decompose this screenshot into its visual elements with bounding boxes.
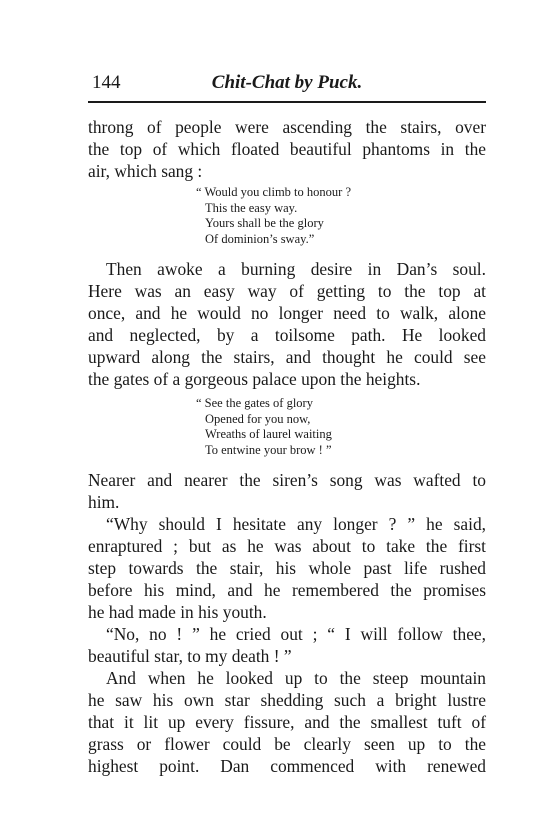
page-header <box>88 72 486 96</box>
verse-line: Of dominion’s sway.” <box>205 231 315 246</box>
text-line: him. <box>88 492 120 512</box>
text-line: the gates of a gorgeous palace upon the heights. <box>88 369 421 389</box>
header-rule <box>88 101 486 103</box>
text-line: the top of which floated beautiful phantoms in the <box>88 139 486 159</box>
text-line: Here was an easy way of getting to the top at <box>88 281 486 301</box>
text-line: highest point. Dan commenced with renewed <box>88 756 486 776</box>
text-line: Then awoke a burning desire in Dan’s soul. <box>106 259 486 279</box>
verse-line: “ See the gates of glory <box>196 396 313 410</box>
verse-block-2 <box>196 396 332 458</box>
text-line: that it lit up every fissure, and the smallest tuft of <box>88 712 486 732</box>
verse-line: Yours shall be the glory <box>205 216 324 231</box>
text-line: upward along the stairs, and thought he could see <box>88 347 486 367</box>
text-line: once, and he would no longer need to walk, alone <box>88 303 486 323</box>
page-number: 144 <box>92 72 121 93</box>
verse-block-1 <box>196 185 351 247</box>
verse-line: Opened for you now, <box>205 411 311 426</box>
text-line: he had made in his youth. <box>88 602 267 622</box>
text-line: he saw his own star shedding such a bright lustre <box>88 690 486 710</box>
running-title: Chit-Chat by Puck. <box>211 72 363 93</box>
verse-line: “ Would you climb to honour ? <box>196 185 351 199</box>
text-line: “No, no ! ” he cried out ; “ I will follow thee, <box>106 624 486 644</box>
verse-line: To entwine your brow ! ” <box>205 442 332 457</box>
text-line: “Why should I hesitate any longer ? ” he said, <box>106 514 486 534</box>
text-line: and neglected, by a toilsome path. He looked <box>88 325 486 345</box>
text-line: before his mind, and he remembered the promises <box>88 580 486 600</box>
text-line: beautiful star, to my death ! ” <box>88 646 292 666</box>
text-line: Nearer and nearer the siren’s song was wafted to <box>88 470 486 490</box>
text-line: And when he looked up to the steep mountain <box>106 668 486 688</box>
text-line: step towards the stair, his whole past life rushed <box>88 558 486 578</box>
text-line: air, which sang : <box>88 161 203 181</box>
verse-line: Wreaths of laurel waiting <box>205 427 332 442</box>
verse-line: This the easy way. <box>205 200 298 215</box>
text-line: enraptured ; but as he was about to take the first <box>88 536 486 556</box>
text-line: grass or flower could be clearly seen up to the <box>88 734 486 754</box>
text-line: throng of people were ascending the stairs, over <box>88 117 486 137</box>
